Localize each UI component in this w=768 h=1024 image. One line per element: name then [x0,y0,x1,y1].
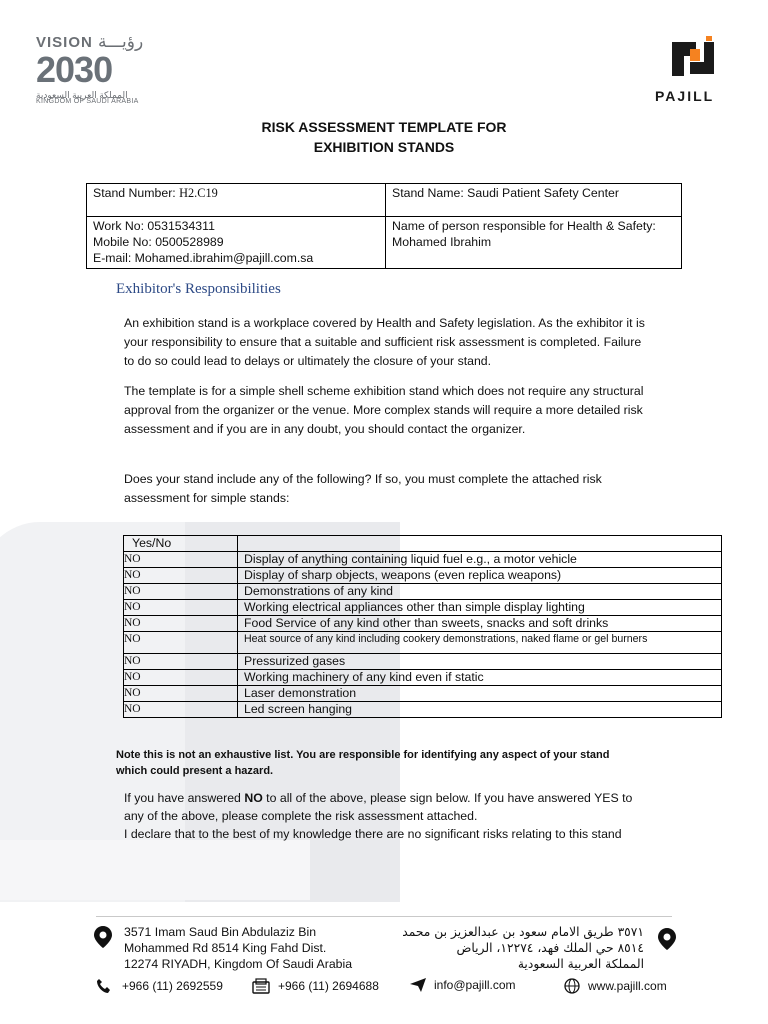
checklist-header-item [238,536,722,552]
work-number: Work No: 0531534311 [93,219,215,233]
declaration-bold-no: NO [244,791,263,805]
exhaustive-list-note [116,747,636,779]
checklist-answer: NO [124,584,238,600]
footer-email [410,978,516,992]
footer-website [564,978,667,994]
checklist-row [124,654,722,670]
title-line-1: RISK ASSESSMENT TEMPLATE FOR [261,119,507,135]
responsible-person-label: Name of person responsible for Health & Safety: [392,219,656,233]
email-address: E-mail: Mohamed.ibrahim@pajill.com.sa [93,251,314,265]
checklist-answer: NO [124,702,238,718]
note-line-1: Note this is not an exhaustive list. You are responsible for identifying any aspect of your stand [116,749,610,761]
pajill-mark-icon [670,36,716,80]
checklist-item: Demonstrations of any kind [238,584,722,600]
checklist-header-row [124,536,722,552]
checklist-item: Display of anything containing liquid fuel e.g., a motor vehicle [238,552,722,568]
address-en-line: 12274 RIYADH, Kingdom Of Saudi Arabia [124,957,353,971]
responsibilities-heading: Exhibitor's Responsibilities [116,281,281,297]
footer-email-address[interactable]: info@pajill.com [434,978,516,992]
address-en-line: Mohammed Rd 8514 King Fahd Dist. [124,941,327,955]
location-pin-icon [94,926,112,948]
stand-number-label: Stand Number: [93,186,176,200]
vision-logo-word: VISION [36,34,93,51]
declaration-pre: If you have answered [124,791,245,805]
footer-phone [96,978,223,994]
checklist-row [124,552,722,568]
address-en-line: 3571 Imam Saud Bin Abdulaziz Bin [124,925,317,939]
checklist-item: Pressurized gases [238,654,722,670]
stand-number-cell [87,184,386,217]
checklist-item: Led screen hanging [238,702,722,718]
checklist-item: Laser demonstration [238,686,722,702]
stand-number-value: H2.C19 [179,186,218,200]
paragraph-template: The template is for a simple shell scheme exhibition stand which does not require any structural approval from the organizer or the venue. More complex stands will require a more detailed risk assessment and if you are in any doubt, you should contact the organizer. [124,384,644,436]
contact-numbers-cell [87,217,386,269]
checklist-row [124,702,722,718]
watermark-shape [0,840,310,900]
vision-2030-logo [36,34,156,106]
send-icon [410,978,426,992]
vision-logo-year: 2030 [36,49,113,90]
checklist-row [124,616,722,632]
address-ar-line: ٨٥١٤ حي الملك فهد، ١٢٢٧٤، الرياض [456,941,644,955]
checklist-answer: NO [124,616,238,632]
stand-name-cell [386,184,682,217]
checklist-answer: NO [124,568,238,584]
fax-number: +966 (11) 2694688 [278,979,379,993]
checklist-row [124,686,722,702]
checklist-row [124,600,722,616]
checklist-item: Display of sharp objects, weapons (even replica weapons) [238,568,722,584]
checklist-answer: NO [124,686,238,702]
checklist-item: Working machinery of any kind even if static [238,670,722,686]
hazard-checklist-table [123,535,722,718]
stand-info-table [86,183,682,269]
location-pin-icon [658,928,676,950]
paragraph-workplace: An exhibition stand is a workplace covered by Health and Safety legislation. As the exhibitor it is your responsibility to ensure that a suitable and sufficient risk assessment is completed. Failure to do so could lead to delays or ultimately the closure of your stand. [124,316,645,368]
title-line-2: EXHIBITION STANDS [313,139,455,155]
checklist-row [124,670,722,686]
address-arabic [402,924,644,972]
responsible-person-cell [386,217,682,269]
vision-logo-kingdom-ar: المملكة العربية السعودية [36,90,128,100]
declaration-statement: I declare that to the best of my knowledge there are no significant risks relating to this stand [124,827,622,841]
pajill-logo [650,28,745,108]
vision-logo-kingdom-en: KINGDOM OF SAUDI ARABIA [36,98,139,105]
fax-icon [252,978,270,994]
globe-icon [564,978,580,994]
pajill-wordmark: PAJILL [655,88,715,104]
document-title [0,117,768,157]
checklist-item: Food Service of any kind other than sweets, snacks and soft drinks [238,616,722,632]
checklist-header-yes-no: Yes/No [124,536,238,552]
checklist-answer: NO [124,600,238,616]
checklist-row [124,568,722,584]
checklist-answer: NO [124,552,238,568]
checklist-item: Heat source of any kind including cookery demonstrations, naked flame or gel burners [238,632,722,654]
declaration-block [124,789,654,843]
address-english [124,924,352,972]
responsible-person-name: Mohamed Ibrahim [392,235,492,249]
address-ar-line: المملكة العربية السعودية [517,957,644,971]
declaration-post: to all of the above, please sign below. If you have answered YES to any of the above, please complete the risk assessment attached. [124,791,633,823]
footer-fax [252,978,379,994]
phone-icon [96,978,112,994]
mobile-number: Mobile No: 0500528989 [93,235,224,249]
vision-logo-arabic: رؤيـــة [98,32,144,51]
footer-divider [96,916,672,917]
checklist-item: Working electrical appliances other than simple display lighting [238,600,722,616]
note-line-2: which could present a hazard. [116,765,274,777]
checklist-answer: NO [124,654,238,670]
declaration-instruction [124,789,654,825]
website-url[interactable]: www.pajill.com [588,979,667,993]
checklist-answer: NO [124,632,238,654]
paragraph-question: Does your stand include any of the following? If so, you must complete the attached risk assessment for simple stands: [124,472,602,505]
checklist-row [124,632,722,654]
stand-name: Stand Name: Saudi Patient Safety Center [392,186,619,200]
phone-number: +966 (11) 2692559 [122,979,223,993]
address-ar-line: ٣٥٧١ طريق الامام سعود بن عبدالعزيز بن محمد [402,925,644,939]
checklist-row [124,584,722,600]
checklist-answer: NO [124,670,238,686]
